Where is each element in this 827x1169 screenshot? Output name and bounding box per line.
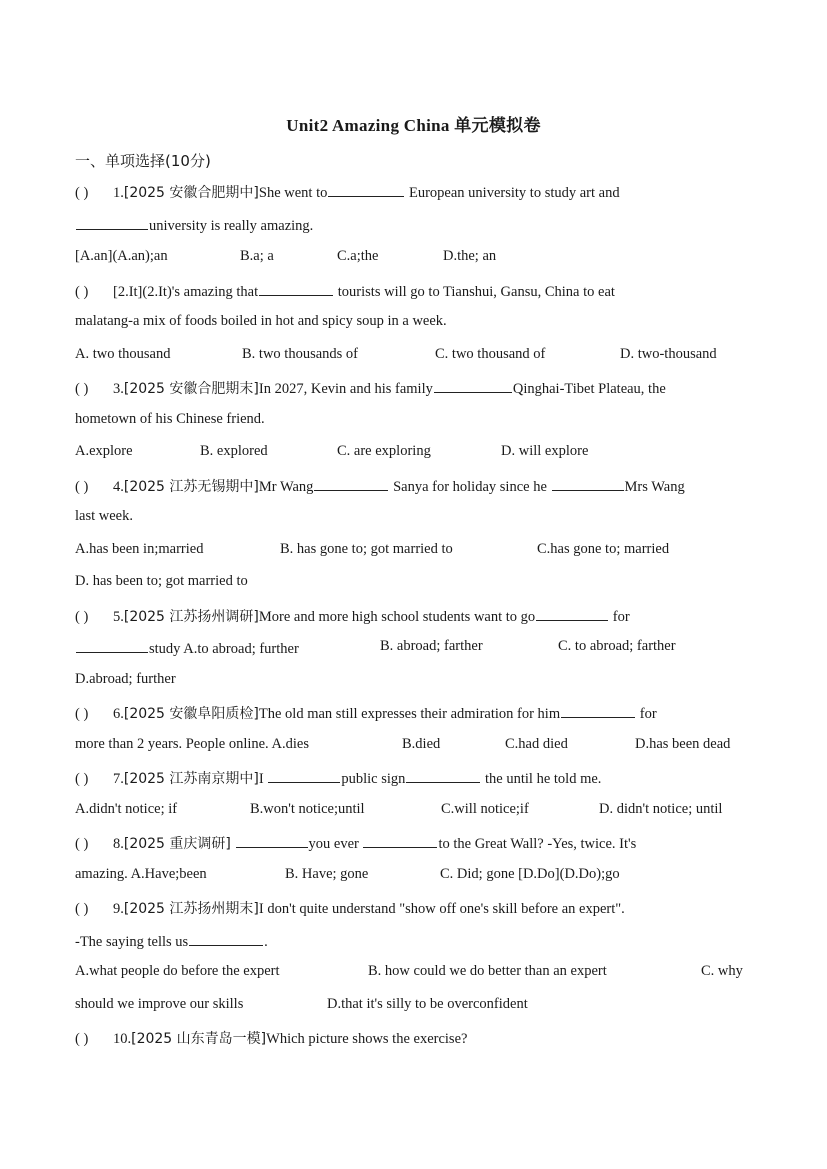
question-9-line-1: ( ) 9.[2025 江苏扬州期末]I don't quite understand "show off one's skill before an expert".: [75, 901, 625, 917]
question-10-line-1: ( ) 10.[2025 山东青岛一模]Which picture shows the exercise?: [75, 1031, 468, 1047]
option-b[interactable]: B.won't notice;until: [250, 801, 365, 817]
answer-paren[interactable]: ( ): [75, 771, 89, 787]
option-a[interactable]: amazing. A.Have;been: [75, 866, 207, 882]
option-a[interactable]: A.has been in;married: [75, 541, 204, 557]
answer-paren[interactable]: ( ): [75, 479, 89, 495]
option-c[interactable]: C.a;the: [337, 248, 379, 264]
option-a[interactable]: A.what people do before the expert: [75, 963, 280, 979]
question-4-options-2: [75, 573, 765, 590]
question-5-options-2: [75, 671, 765, 688]
question-2-line-1: ( ) [2.It](2.It)'s amazing that tourists will go to Tianshui, Gansu, China to eat: [75, 281, 765, 301]
option-d[interactable]: D. didn't notice; until: [599, 801, 723, 817]
option-c-cont[interactable]: should we improve our skills: [75, 996, 244, 1012]
answer-blank[interactable]: [268, 768, 340, 783]
answer-blank[interactable]: [328, 182, 404, 197]
answer-blank[interactable]: [406, 768, 480, 783]
option-c[interactable]: C.has gone to; married: [537, 541, 670, 557]
option-b[interactable]: B. explored: [200, 443, 268, 459]
section-heading: 一、单项选择(10分): [75, 152, 211, 170]
question-7-line-1: ( ) 7.[2025 江苏南京期中]I public sign the until he told me.: [75, 768, 765, 788]
answer-blank[interactable]: [363, 833, 437, 848]
answer-paren[interactable]: ( ): [75, 609, 89, 625]
question-3-line-2: hometown of his Chinese friend.: [75, 411, 265, 427]
question-2-line-2: malatang-a mix of foods boiled in hot and spicy soup in a week.: [75, 313, 447, 329]
answer-paren[interactable]: ( ): [75, 284, 89, 300]
question-8-line-1: ( ) 8.[2025 重庆调研] you ever to the Great Wall? -Yes, twice. It's: [75, 833, 765, 853]
question-8-line-2: [75, 866, 765, 883]
answer-blank[interactable]: [561, 703, 635, 718]
option-b[interactable]: B. Have; gone: [285, 866, 369, 882]
option-c[interactable]: C. to abroad; farther: [558, 638, 676, 654]
answer-blank[interactable]: [76, 215, 148, 230]
answer-paren[interactable]: ( ): [75, 381, 89, 397]
option-c[interactable]: C. two thousand of: [435, 346, 546, 362]
question-4-line-2: last week.: [75, 508, 133, 524]
option-c[interactable]: C. why: [701, 963, 743, 979]
question-3-line-1: ( ) 3.[2025 安徽合肥期末]In 2027, Kevin and his family Qinghai-Tibet Plateau, the: [75, 378, 765, 398]
question-6-line-1: ( ) 6.[2025 安徽阜阳质检]The old man still expresses their admiration for him for: [75, 703, 765, 723]
option-a[interactable]: more than 2 years. People online. A.dies: [75, 736, 309, 752]
answer-paren[interactable]: ( ): [75, 706, 89, 722]
answer-paren[interactable]: ( ): [75, 185, 89, 201]
option-a[interactable]: A.explore: [75, 443, 133, 459]
option-c[interactable]: C.will notice;if: [441, 801, 529, 817]
question-6-line-2: [75, 736, 765, 753]
option-d[interactable]: D. will explore: [501, 443, 589, 459]
option-a[interactable]: A.didn't notice; if: [75, 801, 178, 817]
page-title: Unit2 Amazing China 单元模拟卷: [286, 116, 541, 135]
option-b[interactable]: B. two thousands of: [242, 346, 358, 362]
question-1-line-1: ( ) 1.[2025 安徽合肥期中]She went to European university to study art and: [75, 182, 765, 202]
answer-blank[interactable]: [536, 606, 608, 621]
question-1-line-2: university is really amazing.: [75, 215, 765, 235]
option-b[interactable]: B. abroad; farther: [380, 638, 483, 654]
option-d[interactable]: D.has been dead: [635, 736, 731, 752]
answer-blank[interactable]: [236, 833, 308, 848]
answer-blank[interactable]: [259, 281, 333, 296]
answer-blank[interactable]: [552, 476, 624, 491]
answer-blank[interactable]: [76, 638, 148, 653]
option-b[interactable]: B.a; a: [240, 248, 274, 264]
option-c[interactable]: C. are exploring: [337, 443, 431, 459]
question-5-line-2: [75, 638, 765, 658]
answer-blank[interactable]: [434, 378, 512, 393]
question-4-line-1: ( ) 4.[2025 江苏无锡期中]Mr Wang Sanya for holiday since he Mrs Wang: [75, 476, 765, 496]
answer-blank[interactable]: [189, 931, 263, 946]
option-d[interactable]: D.that it's silly to be overconfident: [327, 996, 528, 1012]
option-a[interactable]: study A.to abroad; further: [149, 641, 299, 657]
option-d[interactable]: D.abroad; further: [75, 671, 176, 687]
answer-blank[interactable]: [314, 476, 388, 491]
option-a[interactable]: [A.an](A.an);an: [75, 248, 168, 264]
option-b[interactable]: B.died: [402, 736, 441, 752]
option-c-d[interactable]: C. Did; gone [D.Do](D.Do);go: [440, 866, 620, 882]
option-d[interactable]: D.the; an: [443, 248, 497, 264]
answer-paren[interactable]: ( ): [75, 1031, 89, 1047]
option-c[interactable]: C.had died: [505, 736, 568, 752]
option-b[interactable]: B. has gone to; got married to: [280, 541, 453, 557]
question-5-line-1: ( ) 5.[2025 江苏扬州调研]More and more high school students want to go for: [75, 606, 765, 626]
option-a[interactable]: A. two thousand: [75, 346, 171, 362]
option-d[interactable]: D. has been to; got married to: [75, 573, 248, 589]
option-b[interactable]: B. how could we do better than an expert: [368, 963, 607, 979]
answer-paren[interactable]: ( ): [75, 901, 89, 917]
answer-paren[interactable]: ( ): [75, 836, 89, 852]
option-d[interactable]: D. two-thousand: [620, 346, 717, 362]
question-9-line-2: -The saying tells us .: [75, 931, 765, 951]
